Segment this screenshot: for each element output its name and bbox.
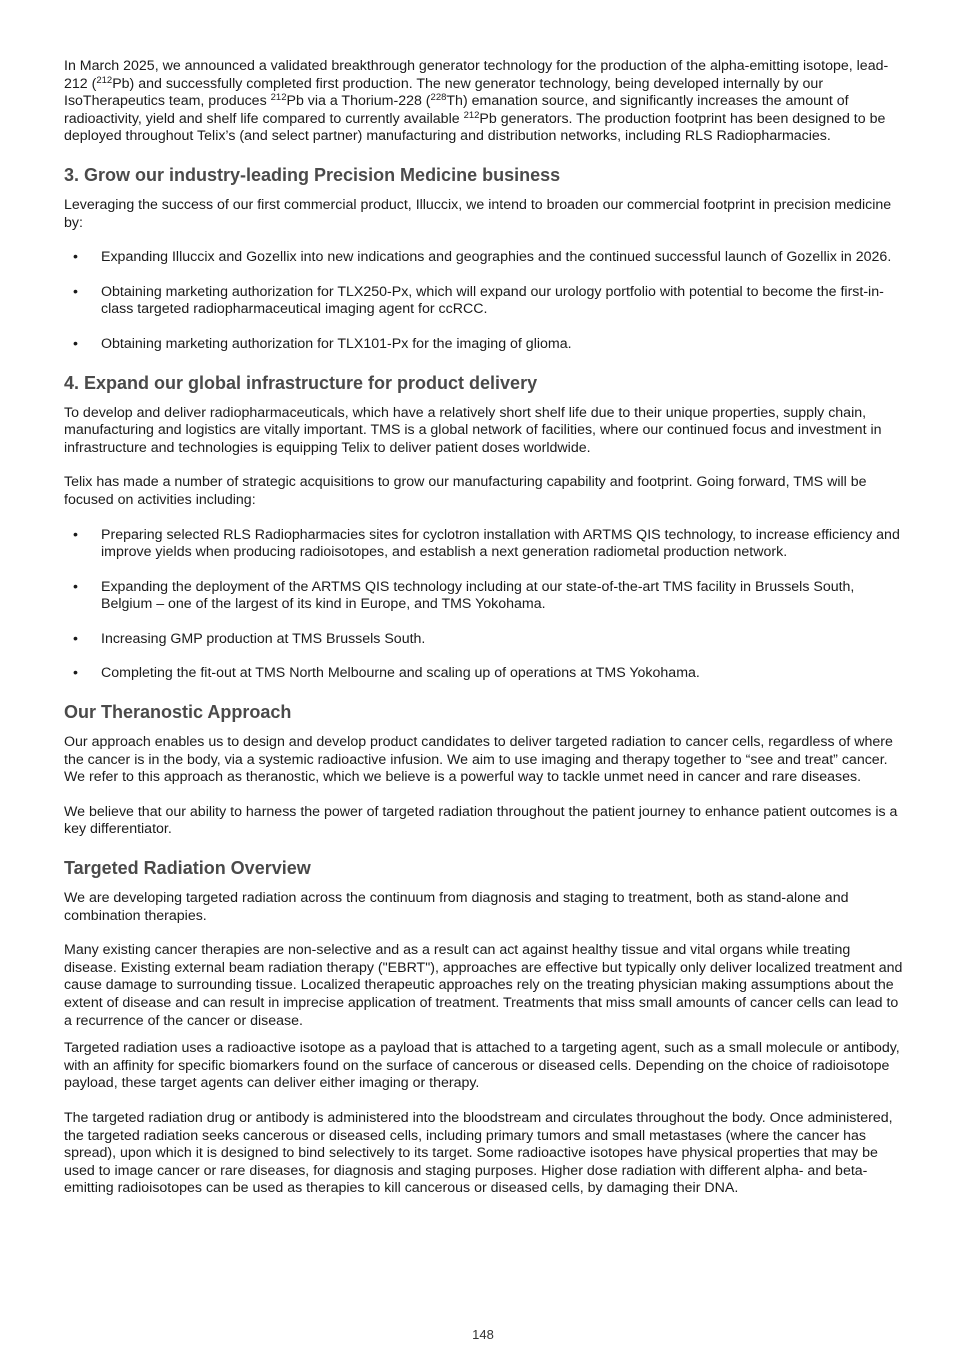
section-4-heading: 4. Expand our global infrastructure for product delivery [64,372,538,393]
targeted-paragraph-4: The targeted radiation drug or antibody is administered into the bloodstream and circulates throughout the body. Once administered, the targeted radiation seeks cancerous or diseased cells, including primary tumors and small metastases (where the cancer has spread), upon which it is designed to bind selectively to its target. Some radioactive isotopes have physical properties that may be used to image cancer or rare diseases, for diagnosis and staging purposes. Higher dose radiation with different alpha- and beta-emitting radioisotopes can be used as therapies to kill cancerous or diseased cells, by damaging their DNA. [64,1109,893,1197]
superscript-212: 212 [463,109,480,121]
list-item: • Expanding the deployment of the ARTMS QIS technology including at our state-of-the-art TMS facility in Brussels South, Belgium – one of the largest of its kind in Europe, and TMS Yokohama. [73,578,855,613]
section-4-paragraph-2: Telix has made a number of strategic acquisitions to grow our manufacturing capability and footprint. Going forward, TMS will be focused on activities including: [64,474,867,508]
targeted-radiation-heading: Targeted Radiation Overview [64,858,311,879]
intro-paragraph: In March 2025, we announced a validated breakthrough generator technology for the production of the alpha-emitting isotope, lead-212 ($^{212}$Pb) and successfully completed first production. The new generator technology, being developed internally by our IsoTherapeutics team, produces $^{212}$Pb via a Thorium-228 ($^{228}$Th) emanation source, and significantly increases the amount of radioactivity, yield and shelf life compared to currently available $^{212}$Pb generators. The production footprint has been designed to be deployed throughout Telix’s (and select partner) manufacturing and distribution networks, including RLS Radiopharmacies. [64,58,889,145]
bullet-icon: • [73,249,78,266]
bullet-icon: • [73,630,78,647]
targeted-paragraph-1: We are developing targeted radiation across the continuum from diagnosis and staging to treatment, both as stand-alone and combination therapies. [64,890,849,924]
page-number: 148 [472,1327,494,1342]
superscript-212: 212 [96,74,113,86]
list-item: • Obtaining marketing authorization for TLX101-Px for the imaging of glioma. [73,335,572,352]
targeted-paragraph-2: Many existing cancer therapies are non-selective and as a result can act against healthy tissue and vital organs while treating disease. Existing external beam radiation therapy ("EBRT"), approaches are effective but typically only deliver localized treatment and cause damage to surrounding tissue. Localized therapeutic approaches rely on the treating physician making assumptions about the extent of disease and can result in imprecise application of treatment. Treatments that miss small amounts of cancer cells can lead to a recurrence of the cancer or disease. [64,942,903,1029]
theranostic-paragraph-2: We believe that our ability to harness the power of targeted radiation throughout the patient journey to enhance patient outcomes is a key differentiator. [64,803,898,838]
section-3-bullet-list [64,249,904,353]
bullet-icon: • [73,283,78,300]
superscript-228: 228 [430,92,447,104]
bullet-icon: • [73,665,78,682]
list-item: • Preparing selected RLS Radiopharmacies sites for cyclotron installation with ARTMS QIS technology, to increase efficiency and improve yields when producing radioisotopes, and establish a next generation radiometal production network. [73,526,900,561]
list-item: • Increasing GMP production at TMS Brussels South. [73,630,426,647]
section-4-bullet-list [64,527,904,684]
targeted-paragraph-3: Targeted radiation uses a radioactive isotope as a payload that is attached to a targeting agent, such as a small molecule or antibody, with an affinity for specific biomarkers found on the surface of cancerous or diseased cells. Depending on the choice of radioisotope payload, these target agents can deliver either imaging or therapy. [64,1040,900,1092]
list-item: • Obtaining marketing authorization for TLX250-Px, which will expand our urology portfolio with potential to become the first-in-class targeted radiopharmaceutical imaging agent for ccRCC. [73,283,884,318]
section-4-paragraph-1: To develop and deliver radiopharmaceuticals, which have a relatively short shelf life due to their unique properties, supply chain, manufacturing and logistics are vitally important. TMS is a global network of facilities, where our continued focus and investment in infrastructure and technologies is equipping Telix to deliver patient doses worldwide. [64,404,882,456]
theranostic-paragraph-1: Our approach enables us to design and develop product candidates to deliver targeted radiation to cancer cells, regardless of where the cancer is in the body, via a systemic radioactive infusion. We aim to use imaging and therapy together to “see and treat” cancer. We refer to this approach as theranostic, which we believe is a powerful way to tackle unmet need in cancer and rare diseases. [64,734,893,786]
bullet-icon: • [73,335,78,352]
list-item: • Expanding Illuccix and Gozellix into new indications and geographies and the continued successful launch of Gozellix in 2026. [73,249,892,266]
bullet-icon: • [73,578,78,595]
theranostic-heading: Our Theranostic Approach [64,702,292,723]
section-3-lead: Leveraging the success of our first commercial product, Illuccix, we intend to broaden our commercial footprint in precision medicine by: [64,196,892,231]
section-3-heading: 3. Grow our industry-leading Precision Medicine business [64,164,561,185]
superscript-212: 212 [270,92,287,104]
list-item: • Completing the fit-out at TMS North Melbourne and scaling up of operations at TMS Yokohama. [73,665,700,682]
bullet-icon: • [73,526,78,543]
